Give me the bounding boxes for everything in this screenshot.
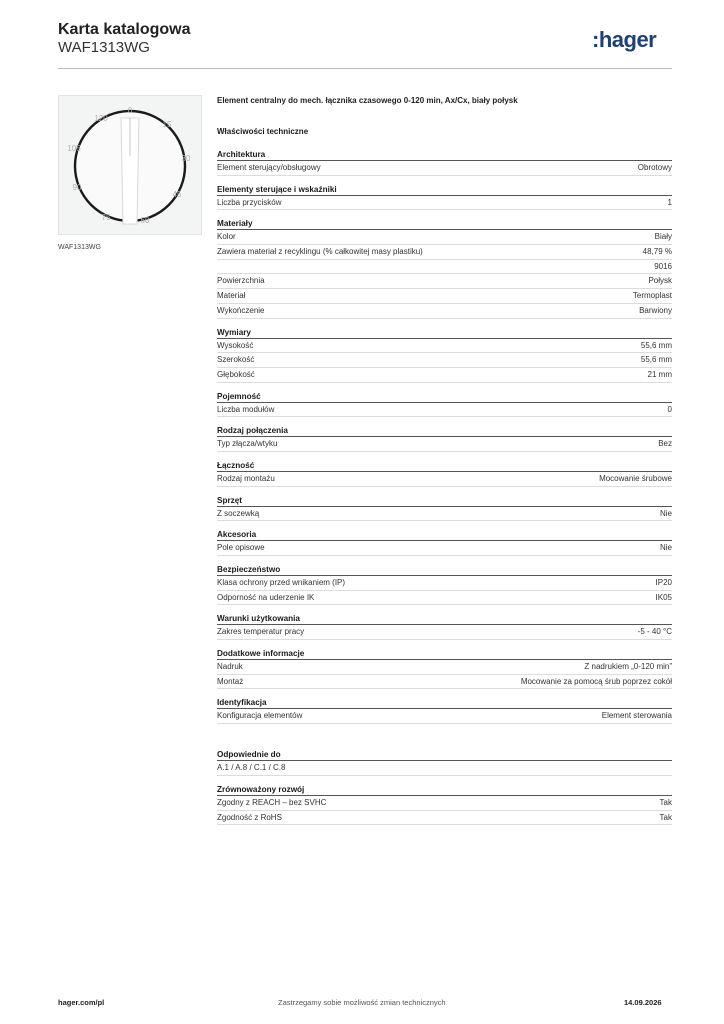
spec-label: Typ złącza/wtyku [217,439,278,449]
spec-row [217,230,672,245]
section-title: Łączność [217,460,672,472]
spec-section [217,391,672,418]
section-title: Zrównoważony rozwój [217,784,672,796]
spec-row [217,591,672,606]
section-title: Pojemność [217,391,672,403]
spec-section [217,184,672,211]
spec-row [217,796,672,811]
spec-label: Liczba modułów [217,404,275,414]
spec-row [217,761,672,776]
spec-label: Odporność na uderzenie IK [217,592,315,602]
header-divider [58,68,672,69]
dial-label: 75 [101,213,111,222]
spec-value: -5 - 40 °C [637,627,672,637]
spec-section [217,425,672,452]
spec-value: Mocowanie za pomocą śrub poprzez cokół [520,676,672,686]
spec-label: Zgodny z REACH – bez SVHC [217,797,327,807]
document-title: Karta katalogowa [58,21,191,38]
spec-row [217,675,672,690]
spec-label: Wykończenie [217,305,265,315]
spec-row [217,196,672,211]
spec-value: 0 [667,404,672,414]
spec-label: Zgodność z RoHS [217,812,282,822]
spec-section [217,495,672,522]
dial-label: 0 [127,106,133,115]
footer-website[interactable]: hager.com/pl [58,998,105,1007]
product-image [58,95,202,235]
dial-label: 120 [94,114,108,123]
spec-label: Zawiera materiał z recyklingu (% całkowitej masy plastiku) [217,247,423,257]
spec-value: Z nadrukiem „0-120 min” [584,662,672,672]
spec-section [217,648,672,689]
spec-label: A.1 / A.8 / C.1 / C.8 [217,763,286,773]
spec-row [217,353,672,368]
spec-value: 21 mm [647,369,672,379]
footer-disclaimer: Zastrzegamy sobie możliwość zmian technicznych [278,998,446,1007]
section-title: Akcesoria [217,529,672,541]
spec-value: Termoplast [632,291,672,301]
image-caption: WAF1313WG [58,244,101,251]
spec-value: 1 [667,197,672,207]
spec-row [217,811,672,826]
spec-label: Zakres temperatur pracy [217,627,305,637]
spec-section [217,564,672,605]
spec-label: Materiał [217,291,246,301]
spec-sections [217,149,672,825]
spec-value: Nie [659,543,672,553]
spec-row [217,368,672,383]
section-title: Dodatkowe informacje [217,648,672,660]
spec-row [217,660,672,675]
spec-label: Głębokość [217,369,255,379]
spec-section [217,149,672,176]
spec-section [217,460,672,487]
spec-label: Liczba przycisków [217,197,282,207]
spec-sheet [217,96,672,825]
section-title: Materiały [217,218,672,230]
spec-row [217,437,672,452]
spec-row [217,274,672,289]
spec-label: Powierzchnia [217,276,265,286]
hager-logo: :hager [592,27,657,52]
dial-label: 105 [67,144,81,153]
spec-label: Z soczewką [217,508,260,518]
product-code: WAF1313WG [58,39,150,56]
spec-value: Bez [658,439,672,449]
spec-row [217,245,672,260]
section-title: Warunki użytkowania [217,613,672,625]
spec-value: 55,6 mm [640,355,672,365]
spec-value: Element sterowania [601,711,672,721]
spec-value: Obrotowy [637,163,672,172]
spec-row [217,339,672,354]
spec-label: Element sterujący/obsługowy [217,163,321,172]
spec-row [217,161,672,176]
spec-section [217,613,672,640]
spec-value: Nie [659,508,672,518]
spec-row [217,472,672,487]
spec-label: Konfiguracja elementów [217,711,303,721]
dial-label: 90 [72,183,82,192]
section-title: Odpowiednie do [217,749,672,761]
spec-row [217,507,672,522]
spec-value: 55,6 mm [640,340,672,350]
footer-date: 14.09.2026 [624,998,662,1007]
spec-value: Mocowanie śrubowe [599,473,672,483]
spec-row [217,403,672,418]
spec-value: 9016 [654,261,672,271]
spec-label: Wysokość [217,340,254,350]
spec-row [217,289,672,304]
section-title: Rodzaj połączenia [217,425,672,437]
section-title: Identyfikacja [217,697,672,709]
spec-section [217,327,672,383]
spec-label: Nadruk [217,662,243,672]
spec-value: 48,79 % [642,247,672,257]
spec-value: Połysk [648,276,672,286]
spec-label: Klasa ochrony przed wnikaniem (IP) [217,578,346,587]
dial-label: 60 [140,216,150,225]
technical-properties-title: Właściwości techniczne [217,127,309,136]
spec-label: Rodzaj montażu [217,473,275,483]
product-description: Element centralny do mech. łącznika czasowego 0-120 min, Ax/Cx, biały połysk [217,96,518,105]
spec-section [217,697,672,724]
spec-section [217,218,672,318]
spec-label: Kolor [217,232,236,242]
section-title: Sprzęt [217,495,672,507]
spec-value: Tak [659,812,672,822]
spec-row [217,709,672,724]
spec-row [217,541,672,556]
section-title: Architektura [217,149,672,161]
spec-row [217,576,672,591]
section-title: Wymiary [217,327,672,339]
spec-row [217,625,672,640]
dial-label: 15 [162,120,172,129]
spec-label: Szerokość [217,355,255,365]
spec-value: Barwiony [639,305,672,315]
spec-label: Pole opisowe [217,543,265,553]
spec-value: IK05 [655,592,672,602]
spec-section [217,529,672,556]
spec-value: IP20 [655,578,672,587]
spec-value: Tak [659,797,672,807]
spec-row [217,304,672,319]
spec-section [217,749,672,776]
spec-row [217,260,672,275]
section-title: Elementy sterujące i wskaźniki [217,184,672,196]
spec-label: Montaż [217,676,244,686]
spec-value: Biały [654,232,672,242]
section-title: Bezpieczeństwo [217,564,672,576]
dial-label: 30 [181,154,191,163]
dial-label: 45 [172,190,182,199]
spec-section [217,784,672,825]
